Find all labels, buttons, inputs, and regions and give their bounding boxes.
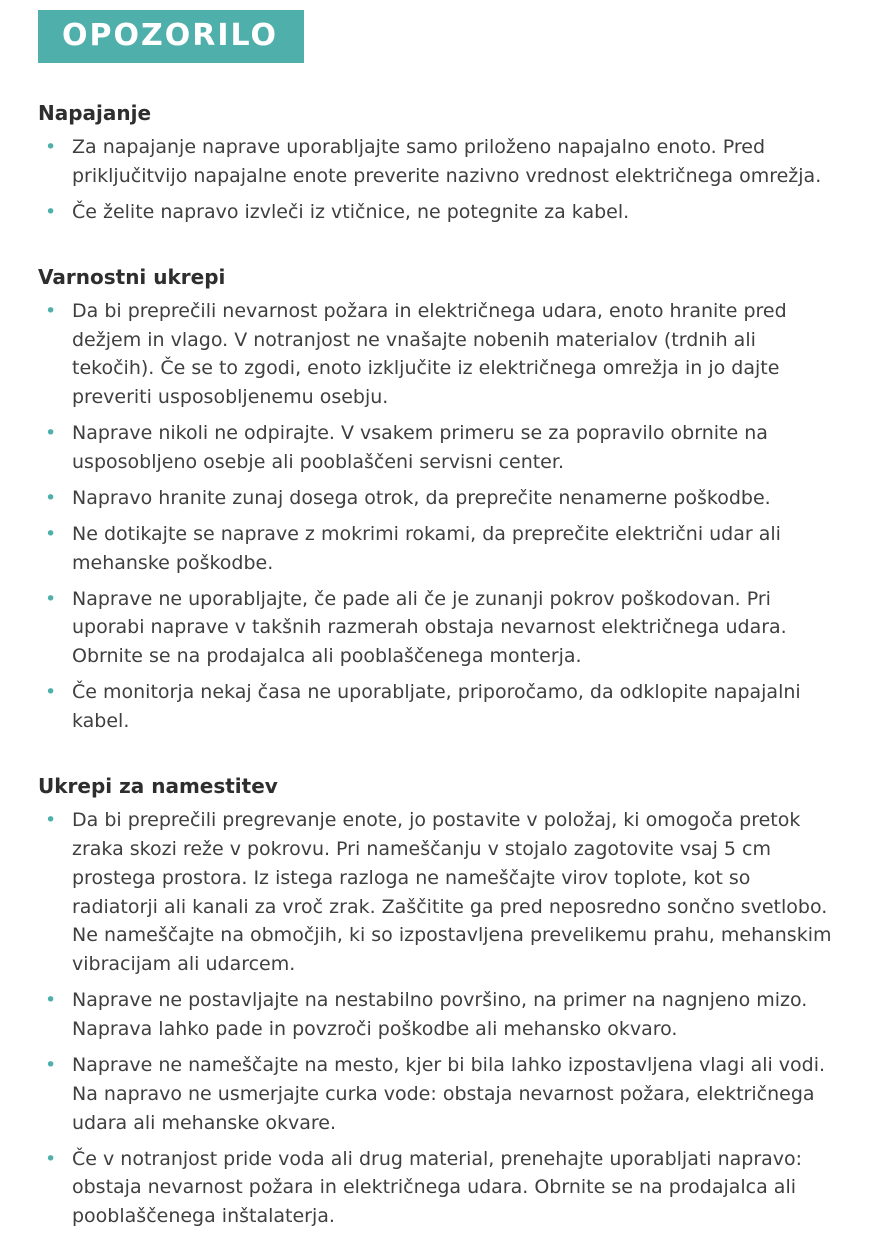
bullet-text: Naprave nikoli ne odpirajte. V vsakem primeru se za popravilo obrnite na usposobljeno osebje ali pooblaščeni servisni center. — [72, 422, 768, 473]
bullet-text: Če želite napravo izvleči iz vtičnice, ne potegnite za kabel. — [72, 200, 630, 223]
bullet-icon: • — [45, 200, 57, 223]
sections-container — [38, 101, 847, 1231]
bullet-item — [38, 133, 847, 191]
bullet-text: Za napajanje naprave uporabljajte samo priloženo napajalno enoto. Pred priključitvijo napajalne enote preverite nazivno vrednost električnega omrežja. — [72, 136, 822, 187]
bullet-text: Da bi preprečili nevarnost požara in električnega udara, enoto hranite pred dežjem in vlago. V notranjost ne vnašajte nobenih materialov (trdnih ali tekočih). Če se to zgodi, enoto izključite iz električnega omrežja in jo dajte preveriti usposobljenemu osebju. — [72, 299, 787, 409]
bullet-icon: • — [45, 587, 57, 610]
section-heading: Napajanje — [38, 101, 152, 125]
bullet-item — [38, 198, 847, 227]
bullet-text: Da bi preprečili pregrevanje enote, jo postavite v položaj, ki omogoča pretok zraka skozi reže v pokrovu. Pri nameščanju v stojalo zagotovite vsaj 5 cm prostega prostora. Iz istega razloga ne nameščajte virov toplote, kot so radiatorji ali kanali za vroč zrak. Zaščitite ga pred neposredno sončno svetlobo. Ne nameščajte na območjih, ki so izpostavljena prevelikemu prahu, mehanskim vibracijam ali udarcem. — [72, 808, 832, 976]
bullet-text: Naprave ne nameščajte na mesto, kjer bi bila lahko izpostavljena vlagi ali vodi. Na napravo ne usmerjajte curka vode: obstaja nevarnost požara, električnega udara ali mehanske okvare. — [72, 1053, 826, 1134]
bullet-item — [38, 806, 847, 979]
section — [38, 265, 847, 736]
bullet-item — [38, 678, 847, 736]
bullet-item — [38, 585, 847, 672]
bullet-icon: • — [45, 808, 57, 831]
section-heading: Ukrepi za namestitev — [38, 773, 278, 798]
page-title: OPOZORILO — [38, 10, 304, 63]
bullet-list — [38, 806, 847, 1231]
section-heading: Varnostni ukrepi — [38, 264, 226, 289]
section — [38, 774, 847, 1231]
bullet-list — [38, 133, 847, 227]
bullet-item — [38, 1145, 847, 1232]
bullet-icon: • — [45, 1147, 57, 1170]
section — [38, 101, 847, 227]
bullet-item — [38, 484, 847, 513]
bullet-list — [38, 297, 847, 736]
bullet-item — [38, 986, 847, 1044]
bullet-icon: • — [45, 299, 57, 322]
bullet-text: Naprave ne postavljajte na nestabilno površino, na primer na nagnjeno mizo. Naprava lahko pade in povzroči poškodbe ali mehansko okvaro. — [72, 989, 808, 1040]
bullet-text: Napravo hranite zunaj dosega otrok, da preprečite nenamerne poškodbe. — [72, 486, 771, 509]
bullet-icon: • — [45, 422, 57, 445]
bullet-item — [38, 419, 847, 477]
bullet-item — [38, 520, 847, 578]
bullet-item — [38, 1051, 847, 1138]
bullet-text: Naprave ne uporabljajte, če pade ali če je zunanji pokrov poškodovan. Pri uporabi naprave v takšnih razmerah obstaja nevarnost električnega udara. Obrnite se na prodajalca ali pooblaščenega monterja. — [72, 587, 787, 668]
bullet-icon: • — [45, 522, 57, 545]
bullet-icon: • — [45, 989, 57, 1012]
bullet-icon: • — [45, 136, 57, 158]
bullet-icon: • — [45, 486, 57, 509]
bullet-text: Če monitorja nekaj časa ne uporabljate, priporočamo, da odklopite napajalni kabel. — [72, 681, 801, 732]
bullet-text: Če v notranjost pride voda ali drug material, prenehajte uporabljati napravo: obstaja nevarnost požara in električnega udara. Obrnite se na prodajalca ali pooblaščenega inštalaterja. — [72, 1147, 803, 1228]
bullet-item — [38, 297, 847, 413]
bullet-icon: • — [45, 681, 57, 704]
bullet-icon: • — [45, 1053, 57, 1076]
bullet-text: Ne dotikajte se naprave z mokrimi rokami, da preprečite električni udar ali mehanske poškodbe. — [72, 522, 781, 574]
